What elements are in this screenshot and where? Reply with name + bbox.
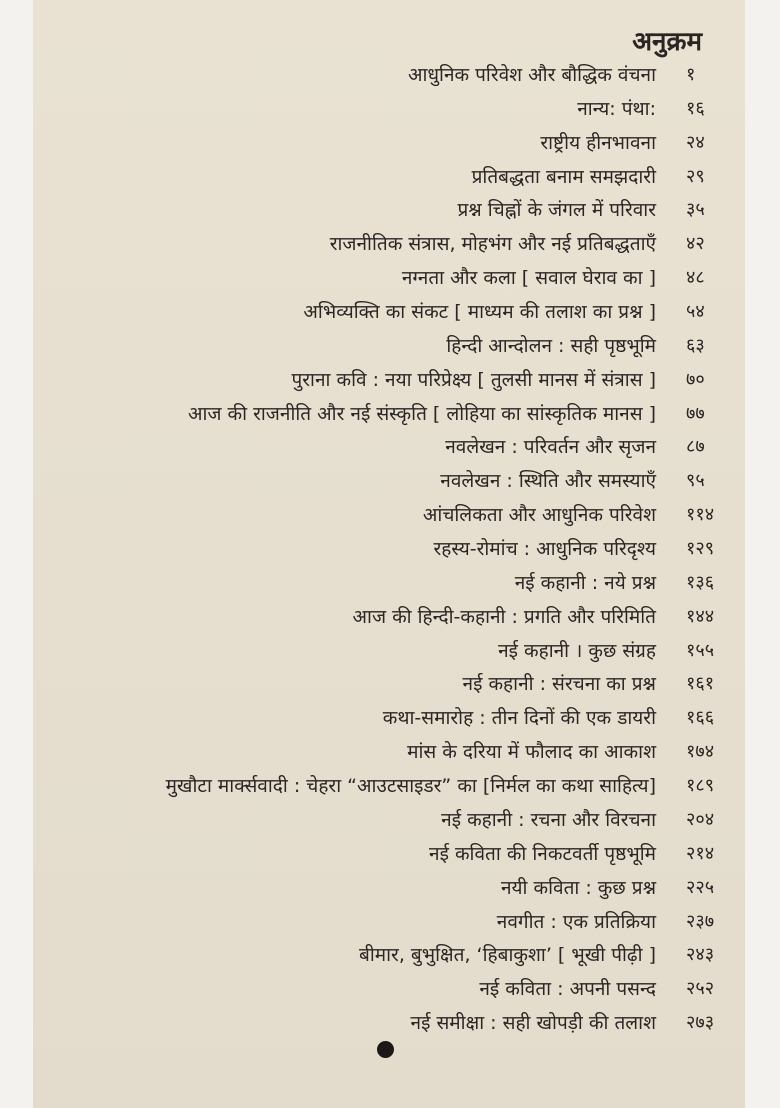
entry-page-number: १ [686, 64, 696, 85]
toc-entry [0, 162, 780, 192]
toc-entry [0, 907, 780, 937]
entry-title: राजनीतिक संत्रास, मोहभंग और नई प्रतिबद्धताएँ [329, 233, 656, 256]
entry-page-number: ३५ [686, 199, 705, 221]
entry-page-number: ६३ [686, 334, 705, 356]
entry-page-number: २९ [686, 165, 705, 187]
toc-entry [0, 94, 780, 124]
entry-title: कथा-समारोह : तीन दिनों की एक डायरी [382, 707, 656, 730]
toc-entry [0, 737, 780, 767]
toc-entry [0, 331, 780, 361]
toc-entry [0, 974, 780, 1004]
entry-page-number: ४८ [686, 267, 705, 289]
entry-title: आज की राजनीति और नई संस्कृति [ लोहिया का सांस्कृतिक मानस ] [188, 402, 656, 425]
toc-entry [0, 873, 780, 903]
toc-entry [0, 703, 780, 733]
entry-title: नयी कविता : कुछ प्रश्न [500, 876, 656, 899]
entry-title: नई कहानी : नये प्रश्न [514, 571, 656, 594]
entry-page-number: १६ [686, 97, 705, 119]
toc-entry [0, 940, 780, 970]
entry-title: मांस के दरिया में फौलाद का आकाश [407, 741, 656, 764]
entry-title: प्रतिबद्धता बनाम समझदारी [471, 165, 656, 188]
entry-title: राष्ट्रीय हीनभावना [540, 131, 656, 154]
toc-entry [0, 805, 780, 835]
toc-entry [0, 229, 780, 259]
entry-title: रहस्य-रोमांच : आधुनिक परिदृश्य [433, 538, 656, 561]
toc-entry [0, 128, 780, 158]
toc-entry [0, 365, 780, 395]
toc-entry [0, 432, 780, 462]
toc-entry [0, 297, 780, 327]
entry-title: आज की हिन्दी-कहानी : प्रगति और परिमिति [352, 605, 656, 628]
toc-entry [0, 839, 780, 869]
toc-entry [0, 1008, 780, 1038]
entry-page-number: १२९ [686, 538, 715, 560]
toc-entry [0, 568, 780, 598]
entry-page-number: ७० [686, 368, 705, 390]
toc-entry [0, 60, 780, 90]
entry-title: नई कहानी : रचना और विरचना [441, 808, 656, 831]
entry-title: नई समीक्षा : सही खोपड़ी की तलाश [410, 1012, 656, 1035]
entry-title: पुराना कवि : नया परिप्रेक्ष्य [ तुलसी मानस में संत्रास ] [291, 368, 656, 391]
toc-entry [0, 263, 780, 293]
entry-page-number: ८७ [686, 436, 705, 458]
entry-title: नई कविता : अपनी पसन्द [479, 978, 656, 1001]
entry-title: प्रश्न चिह्नों के जंगल में परिवार [457, 199, 656, 222]
entry-page-number: १४४ [686, 605, 715, 627]
entry-page-number: १८९ [686, 775, 715, 797]
entry-page-number: ९५ [686, 470, 705, 492]
entry-page-number: ५४ [686, 301, 705, 323]
entry-title: नवगीत : एक प्रतिक्रिया [496, 910, 656, 933]
toc-entry [0, 636, 780, 666]
entry-page-number: २४३ [686, 944, 715, 966]
entry-title: मुखौटा मार्क्सवादी : चेहरा “आउटसाइडर” का [निर्मल का कथा साहित्य] [165, 775, 656, 798]
toc-entry [0, 534, 780, 564]
bullet-ornament [377, 1041, 394, 1058]
entry-title: नई कविता की निकटवर्ती पृष्ठभूमि [429, 842, 656, 865]
entry-page-number: १३६ [686, 571, 715, 593]
toc-entry [0, 771, 780, 801]
entry-title: आंचलिकता और आधुनिक परिवेश [422, 504, 656, 527]
toc-entry [0, 195, 780, 225]
entry-page-number: २५२ [686, 978, 715, 1000]
entry-title: आधुनिक परिवेश और बौद्धिक वंचना [407, 64, 656, 86]
toc-entry [0, 399, 780, 429]
entry-page-number: २०४ [686, 808, 715, 830]
entry-title: नई कहानी : संरचना का प्रश्न [462, 673, 656, 696]
entry-title: नग्नता और कला [ सवाल घेराव का ] [401, 267, 656, 290]
entry-page-number: ४२ [686, 233, 705, 255]
entry-title: अभिव्यक्ति का संकट [ माध्यम की तलाश का प्रश्न ] [303, 301, 656, 324]
entry-title: नई कहानी । कुछ संग्रह [498, 639, 656, 662]
entry-title: नवलेखन : परिवर्तन और सृजन [445, 436, 656, 459]
entry-page-number: ७७ [686, 402, 705, 424]
toc-entry [0, 466, 780, 496]
entry-page-number: २७३ [686, 1012, 715, 1034]
toc-entry [0, 669, 780, 699]
entry-title: नान्य: पंथा: [577, 97, 656, 120]
entry-page-number: ११४ [686, 504, 715, 526]
entry-page-number: १७४ [686, 741, 715, 763]
entry-page-number: २२५ [686, 876, 715, 898]
toc-entry [0, 602, 780, 632]
entry-page-number: २४ [686, 131, 705, 153]
page-title: अनुक्रम [632, 27, 702, 57]
entry-title: नवलेखन : स्थिति और समस्याएँ [440, 470, 656, 493]
toc-entry [0, 500, 780, 530]
entry-title: हिन्दी आन्दोलन : सही पृष्ठभूमि [446, 334, 656, 357]
entry-page-number: १५५ [686, 639, 715, 661]
entry-title: बीमार, बुभुक्षित, ‘हिबाकुशा’ [ भूखी पीढ़ी ] [359, 944, 656, 967]
entry-page-number: २१४ [686, 842, 715, 864]
entry-page-number: १६६ [686, 707, 715, 729]
entry-page-number: १६१ [686, 673, 715, 695]
entry-page-number: २३७ [686, 910, 715, 932]
